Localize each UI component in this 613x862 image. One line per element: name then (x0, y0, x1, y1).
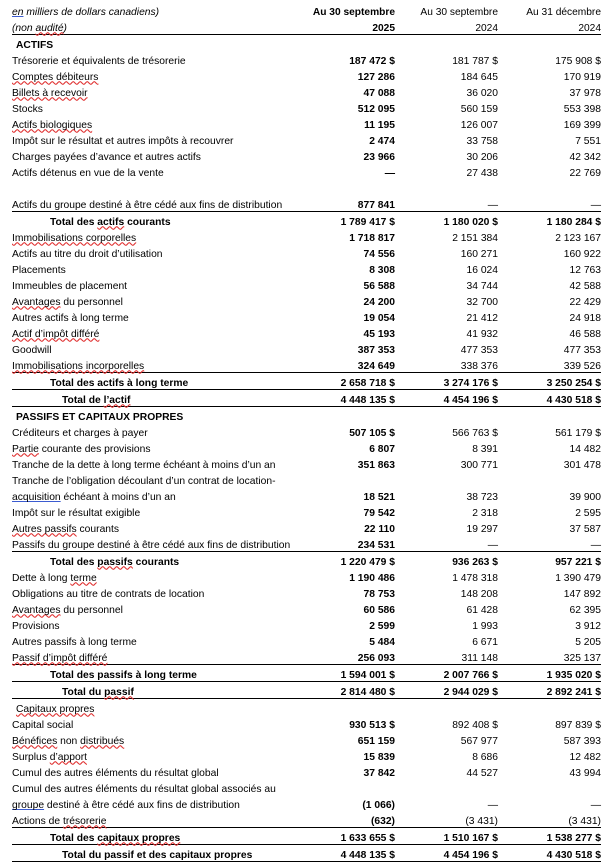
row-value-2025: 47 088 (363, 87, 395, 99)
row-value-dec2024: 46 588 (569, 328, 601, 340)
row-label: Total des passifs courants (12, 552, 290, 569)
row-value-2025: 324 649 (357, 360, 395, 372)
section-heading-equity (12, 699, 601, 716)
row-value-2025: 4 448 135 $ (290, 845, 395, 862)
row-value-dec2024: 561 179 $ (555, 427, 601, 439)
row-value-dec2024: 22 429 (569, 296, 601, 308)
row-value-2025: 4 448 135 $ (290, 390, 395, 407)
row-label: Actifs détenus en vue de la vente (12, 167, 164, 179)
row-label-text: Actifs biologiques (12, 119, 93, 131)
row-value-sep2024: 148 208 (460, 588, 498, 600)
table-row-total (12, 552, 601, 569)
row-label-text: Passif d’impôt différé (12, 652, 108, 664)
row-value-sep2024: 4 454 196 $ (395, 390, 498, 407)
row-value-dec2024: 160 922 (563, 248, 601, 260)
row-label-line1: Tranche de l’obligation découlant d’un contrat de location- (12, 475, 276, 487)
table-row-grand-total (12, 845, 601, 862)
row-label: Avantages du personnel (12, 604, 123, 616)
table-row (12, 487, 601, 503)
row-value-dec2024: 169 399 (563, 119, 601, 131)
row-value-2025: 37 842 (363, 767, 395, 779)
row-label-rest: destiné à être cédé aux fins de distribution (44, 799, 240, 811)
table-row (12, 731, 601, 747)
table-row (12, 747, 601, 763)
table-row (12, 632, 601, 648)
row-value-dec2024: 1 935 020 $ (498, 665, 601, 682)
table-row (12, 83, 601, 99)
row-value-2025: 6 807 (369, 443, 395, 455)
row-value-2025: 79 542 (363, 507, 395, 519)
row-label: Passifs du groupe destiné à être cédé aux fins de distribution (12, 539, 291, 551)
row-value-sep2024: 181 787 $ (452, 55, 498, 67)
row-value-sep2024: 1 180 020 $ (395, 212, 498, 229)
row-value-sep2024: 160 271 (460, 248, 498, 260)
column-header-1-line2: 2025 (290, 18, 395, 35)
row-value-2025: 387 353 (357, 344, 395, 356)
row-value-sep2024: 27 438 (466, 167, 498, 179)
table-row-total (12, 828, 601, 845)
row-value-sep2024: 2 151 384 (452, 232, 498, 244)
table-row (12, 131, 601, 147)
row-label (12, 67, 290, 83)
row-value-sep2024: 44 527 (466, 767, 498, 779)
row-value-2025: 2 814 480 $ (290, 682, 395, 699)
row-value-dec2024: 175 908 $ (555, 55, 601, 67)
row-value-dec2024: 37 587 (569, 523, 601, 535)
row-value-sep2024: (3 431) (465, 815, 498, 827)
row-value-2025: 24 200 (363, 296, 395, 308)
assets-heading-label: ACTIFS (16, 39, 54, 51)
row-value-dec2024: 301 478 (563, 459, 601, 471)
row-label: Créditeurs et charges à payer (12, 427, 148, 439)
row-value-sep2024: 1 993 (472, 620, 498, 632)
table-row (12, 795, 601, 811)
row-value-sep2024: 4 454 196 $ (395, 845, 498, 862)
row-value-dec2024: 37 978 (569, 87, 601, 99)
table-row-wrap-line1 (12, 471, 601, 487)
table-row (12, 356, 601, 373)
row-value-sep2024: 8 686 (472, 751, 498, 763)
row-label (12, 648, 290, 665)
row-value-dec2024: — (590, 199, 601, 211)
table-row (12, 600, 601, 616)
row-value-dec2024: 62 395 (569, 604, 601, 616)
row-value-dec2024: 147 892 (563, 588, 601, 600)
table-row (12, 244, 601, 260)
row-value-sep2024: 41 932 (466, 328, 498, 340)
table-row (12, 67, 601, 83)
row-value-dec2024: 5 205 (575, 636, 601, 648)
row-value-2025: 60 586 (363, 604, 395, 616)
row-label: Stocks (12, 103, 43, 115)
table-row (12, 811, 601, 828)
table-row (12, 340, 601, 356)
row-value-dec2024: 4 430 518 $ (498, 845, 601, 862)
row-value-2025: 2 658 718 $ (290, 373, 395, 390)
row-value-sep2024: 2 318 (472, 507, 498, 519)
column-header-3-line2: 2024 (498, 18, 601, 35)
unit-note (12, 2, 290, 18)
row-value-2025: 1 190 486 (349, 572, 395, 584)
row-value-sep2024: 477 353 (460, 344, 498, 356)
row-label (12, 324, 290, 340)
row-label-line2 (12, 795, 290, 811)
row-value-dec2024: 43 994 (569, 767, 601, 779)
header-row-2 (12, 18, 601, 35)
row-value-2025: 127 286 (357, 71, 395, 83)
row-value-sep2024: 184 645 (460, 71, 498, 83)
row-label-text: Actif d’impôt différé (12, 328, 100, 340)
table-row (12, 568, 601, 584)
audit-note (12, 18, 290, 35)
row-value-dec2024: 2 892 241 $ (498, 682, 601, 699)
row-label: Total des actifs courants (12, 212, 290, 229)
row-value-sep2024: 16 024 (466, 264, 498, 276)
liabilities-equity-heading-label: PASSIFS ET CAPITAUX PROPRES (16, 411, 184, 423)
row-value-2025: 2 599 (369, 620, 395, 632)
row-value-2025: (1 066) (362, 799, 395, 811)
row-value-2025: 234 531 (357, 539, 395, 551)
row-value-2025: 512 095 (357, 103, 395, 115)
row-value-2025: 187 472 $ (349, 55, 395, 67)
row-value-dec2024: — (590, 799, 601, 811)
row-value-dec2024: 42 588 (569, 280, 601, 292)
audit-note-marked-word: audité (35, 22, 64, 34)
row-label: Total de l’actif (12, 390, 290, 407)
row-value-sep2024: 38 723 (466, 491, 498, 503)
row-value-dec2024: 1 180 284 $ (498, 212, 601, 229)
row-value-2025: 18 521 (363, 491, 395, 503)
row-label: Immeubles de placement (12, 280, 128, 292)
table-row-total (12, 665, 601, 682)
table-row-total (12, 373, 601, 390)
row-value-2025: 1 633 655 $ (290, 828, 395, 845)
row-value-dec2024: 4 430 518 $ (498, 390, 601, 407)
column-header-1-line1: Au 30 septembre (312, 6, 395, 18)
row-value-2025: 651 159 (357, 735, 395, 747)
row-value-dec2024: 42 342 (569, 151, 601, 163)
table-row (12, 260, 601, 276)
row-value-sep2024: 892 408 $ (452, 719, 498, 731)
table-row (12, 535, 601, 552)
row-value-dec2024: 1 390 479 (555, 572, 601, 584)
row-label: Bénéfices non distribués (12, 735, 125, 747)
audit-note-prefix: (non (12, 22, 36, 34)
row-value-2025: 45 193 (363, 328, 395, 340)
row-label: Autres passifs courants (12, 523, 120, 535)
row-value-sep2024: 560 159 (460, 103, 498, 115)
row-spacer (12, 179, 601, 195)
row-value-sep2024: 1 478 318 (452, 572, 498, 584)
row-value-sep2024: — (487, 799, 498, 811)
row-label: Actifs au titre du droit d’utilisation (12, 248, 163, 260)
section-heading-assets (12, 35, 601, 52)
row-value-2025: 930 513 $ (349, 719, 395, 731)
table-row (12, 195, 601, 212)
row-value-dec2024: (3 431) (568, 815, 601, 827)
row-value-sep2024: 30 206 (466, 151, 498, 163)
row-value-dec2024: 1 538 277 $ (498, 828, 601, 845)
row-label: Autres passifs à long terme (12, 636, 137, 648)
row-value-dec2024: 22 769 (569, 167, 601, 179)
row-label: Cumul des autres éléments du résultat global (12, 767, 219, 779)
unit-note-rest: milliers de dollars canadiens) (23, 6, 160, 18)
row-label: Impôt sur le résultat et autres impôts à recouvrer (12, 135, 234, 147)
row-value-2025: — (384, 167, 395, 179)
table-row-grand-total (12, 390, 601, 407)
row-label: Surplus d’apport (12, 751, 87, 763)
row-value-sep2024: 2 007 766 $ (395, 665, 498, 682)
table-row (12, 455, 601, 471)
row-value-sep2024: 8 391 (472, 443, 498, 455)
row-label: Total des capitaux propres (12, 828, 290, 845)
row-label: Actions de trésorerie (12, 815, 107, 827)
table-row (12, 115, 601, 131)
row-value-dec2024: 3 250 254 $ (498, 373, 601, 390)
row-value-sep2024: 36 020 (466, 87, 498, 99)
row-value-dec2024: 587 393 (563, 735, 601, 747)
table-row (12, 715, 601, 731)
row-label: Trésorerie et équivalents de trésorerie (12, 55, 186, 67)
row-value-sep2024: 3 274 176 $ (395, 373, 498, 390)
row-value-dec2024: 325 137 (563, 652, 601, 664)
row-value-dec2024: 14 482 (569, 443, 601, 455)
column-header-2-line1: Au 30 septembre (420, 6, 498, 18)
row-value-dec2024: 2 595 (575, 507, 601, 519)
row-value-2025: 2 474 (369, 135, 395, 147)
row-value-dec2024: 12 482 (569, 751, 601, 763)
row-value-2025: 1 718 817 (349, 232, 395, 244)
row-value-2025: 351 863 (357, 459, 395, 471)
row-value-dec2024: 477 353 (563, 344, 601, 356)
row-value-sep2024: 33 758 (466, 135, 498, 147)
table-row (12, 324, 601, 340)
row-label: Dette à long terme (12, 572, 97, 584)
row-label (12, 228, 290, 244)
row-label: Avantages du personnel (12, 296, 123, 308)
row-label-line1: Cumul des autres éléments du résultat global associés au (12, 783, 276, 795)
table-row (12, 228, 601, 244)
row-value-sep2024: 32 700 (466, 296, 498, 308)
row-value-dec2024: 553 398 (563, 103, 601, 115)
table-row (12, 439, 601, 455)
row-value-sep2024: 61 428 (466, 604, 498, 616)
row-label: Placements (12, 264, 66, 276)
unit-note-marked-word: en (12, 6, 24, 18)
row-value-2025: 1 594 001 $ (290, 665, 395, 682)
column-header-3-line1: Au 31 décembre (526, 6, 601, 18)
row-value-2025: (632) (370, 815, 395, 827)
row-value-sep2024: 338 376 (460, 360, 498, 372)
row-value-2025: 1 789 417 $ (290, 212, 395, 229)
table-row (12, 292, 601, 308)
row-value-dec2024: 3 912 (575, 620, 601, 632)
row-label: Capital social (12, 719, 74, 731)
table-row (12, 648, 601, 665)
row-value-dec2024: 897 839 $ (555, 719, 601, 731)
row-value-sep2024: 2 944 029 $ (395, 682, 498, 699)
row-label-text: Comptes débiteurs (12, 71, 99, 83)
row-label: Total du passif et des capitaux propres (12, 845, 290, 862)
row-label-marked-word: groupe (12, 799, 45, 811)
table-row (12, 423, 601, 439)
table-row-wrap-line1 (12, 779, 601, 795)
row-label: Actifs du groupe destiné à être cédé aux fins de distribution (12, 199, 283, 211)
row-value-sep2024: 567 977 (460, 735, 498, 747)
row-label: Provisions (12, 620, 60, 632)
row-value-dec2024: 7 551 (575, 135, 601, 147)
row-value-2025: 22 110 (364, 523, 395, 535)
row-label: Total des actifs à long terme (12, 373, 290, 390)
row-value-2025: 19 054 (363, 312, 395, 324)
row-label (12, 356, 290, 373)
row-label-text: Immobilisations corporelles (12, 232, 137, 244)
row-value-2025: 56 588 (363, 280, 395, 292)
row-value-sep2024: 1 510 167 $ (395, 828, 498, 845)
column-header-2-line2: 2024 (395, 18, 498, 35)
table-row (12, 519, 601, 535)
row-value-sep2024: 311 148 (461, 652, 498, 664)
row-value-2025: 8 308 (369, 264, 395, 276)
row-value-sep2024: 566 763 $ (452, 427, 498, 439)
table-row (12, 763, 601, 779)
row-value-2025: 23 966 (363, 151, 395, 163)
row-value-2025: 74 556 (363, 248, 395, 260)
row-label: Autres actifs à long terme (12, 312, 129, 324)
row-value-2025: 507 105 $ (349, 427, 395, 439)
row-value-2025: 15 839 (363, 751, 395, 763)
section-heading-liabilities-equity (12, 407, 601, 424)
row-label-marked-word: acquisition (12, 491, 61, 503)
table-row-total (12, 212, 601, 229)
row-value-sep2024: 936 263 $ (395, 552, 498, 569)
row-label-rest: échéant à moins d’un an (60, 491, 176, 503)
row-value-sep2024: — (487, 539, 498, 551)
row-value-2025: 877 841 (357, 199, 395, 211)
audit-note-rest: ) (63, 22, 67, 34)
row-value-sep2024: 126 007 (460, 119, 498, 131)
row-label: Total du passif (12, 682, 290, 699)
row-label-text: Billets à recevoir (12, 87, 88, 99)
row-value-dec2024: — (590, 539, 601, 551)
row-value-sep2024: 6 671 (472, 636, 498, 648)
row-value-dec2024: 339 526 (563, 360, 601, 372)
row-label-text: Immobilisations incorporelles (12, 360, 145, 372)
table-row (12, 308, 601, 324)
row-value-2025: 1 220 479 $ (290, 552, 395, 569)
row-label: Tranche de la dette à long terme échéant à moins d’un an (12, 459, 276, 471)
row-value-2025: 78 753 (363, 588, 395, 600)
table-row-grand-total (12, 682, 601, 699)
row-value-dec2024: 170 919 (563, 71, 601, 83)
row-value-2025: 256 093 (357, 652, 395, 664)
table-row (12, 99, 601, 115)
row-value-dec2024: 957 221 $ (498, 552, 601, 569)
row-label: Obligations au titre de contrats de location (12, 588, 205, 600)
row-value-dec2024: 39 900 (569, 491, 601, 503)
row-value-dec2024: 2 123 167 (555, 232, 601, 244)
row-value-dec2024: 24 918 (569, 312, 601, 324)
table-row (12, 616, 601, 632)
row-value-2025: 5 484 (369, 636, 395, 648)
row-label: Charges payées d’avance et autres actifs (12, 151, 201, 163)
row-label (12, 83, 290, 99)
row-value-sep2024: 300 771 (460, 459, 498, 471)
row-value-sep2024: 34 744 (466, 280, 498, 292)
balance-sheet-table (12, 2, 601, 862)
table-row (12, 51, 601, 67)
header-row-1 (12, 2, 601, 18)
row-value-2025: 11 195 (364, 119, 395, 131)
row-label: Goodwill (12, 344, 52, 356)
row-value-sep2024: — (487, 199, 498, 211)
row-label (12, 115, 290, 131)
row-value-sep2024: 19 297 (466, 523, 498, 535)
row-label-line2 (12, 487, 290, 503)
table-row (12, 503, 601, 519)
equity-heading-text: Capitaux propres (16, 703, 95, 715)
row-label: Total des passifs à long terme (12, 665, 290, 682)
row-value-dec2024: 12 763 (569, 264, 601, 276)
table-row (12, 276, 601, 292)
table-row (12, 163, 601, 179)
table-row (12, 147, 601, 163)
row-label: Partie courante des provisions (12, 443, 151, 455)
equity-heading-label (12, 699, 290, 716)
table-row (12, 584, 601, 600)
row-label: Impôt sur le résultat exigible (12, 507, 141, 519)
row-value-sep2024: 21 412 (466, 312, 498, 324)
